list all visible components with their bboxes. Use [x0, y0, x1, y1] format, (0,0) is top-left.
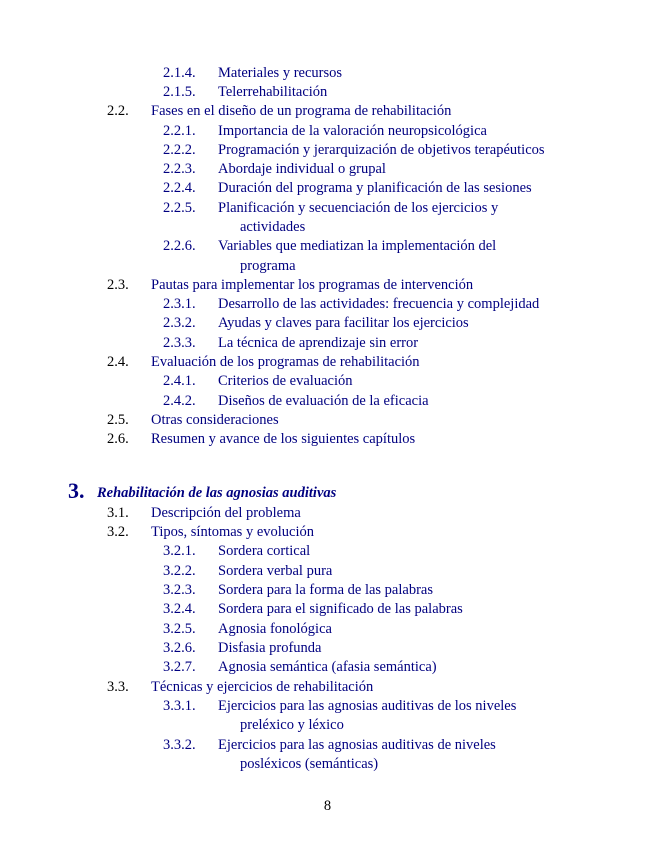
- toc-entry-number: 2.1.5.: [163, 84, 196, 100]
- toc-entry-continuation: posléxicos (semánticas): [240, 756, 379, 772]
- toc-entry-continuation: programa: [240, 258, 296, 274]
- toc-entry-title: Sordera para la forma de las palabras: [218, 582, 433, 598]
- toc-entry-title: Ejercicios para las agnosias auditivas de niveles: [218, 737, 496, 753]
- toc-entry-title: Sordera verbal pura: [218, 563, 333, 579]
- toc-entry-number: 2.3.3.: [163, 335, 196, 351]
- toc-entry-number: 2.3.2.: [163, 315, 196, 331]
- toc-entry-number: 2.4.: [107, 354, 129, 370]
- toc-entry-title: Fases en el diseño de un programa de rehabilitación: [151, 103, 452, 119]
- toc-entry-title: Abordaje individual o grupal: [218, 161, 386, 177]
- toc-entry-title: Sordera para el significado de las palabras: [218, 601, 463, 617]
- toc-entry-number: 2.5.: [107, 412, 129, 428]
- toc-entry-title: Diseños de evaluación de la eficacia: [218, 393, 429, 409]
- toc-entry-number: 3.3.1.: [163, 698, 196, 714]
- toc-entry-number: 3.2.5.: [163, 621, 196, 637]
- toc-entry-number: 2.2.: [107, 103, 129, 119]
- page-number: 8: [323, 798, 332, 814]
- toc-entry-number: 2.4.1.: [163, 373, 196, 389]
- toc-entry-number: 2.2.4.: [163, 180, 196, 196]
- toc-entry-title: Pautas para implementar los programas de intervención: [151, 277, 474, 293]
- toc-entry-number: 2.4.2.: [163, 393, 196, 409]
- toc-entry-number: 3.3.2.: [163, 737, 196, 753]
- toc-entry-number: 2.2.1.: [163, 123, 196, 139]
- toc-entry-title: Técnicas y ejercicios de rehabilitación: [151, 679, 374, 695]
- toc-entry-number: 2.6.: [107, 431, 129, 447]
- chapter-number: 3.: [68, 478, 85, 503]
- toc-entry-title: Planificación y secuenciación de los ejercicios y: [218, 200, 499, 216]
- toc-entry-title: Disfasia profunda: [218, 640, 322, 656]
- toc-entry-title: Desarrollo de las actividades: frecuencia y complejidad: [218, 296, 540, 312]
- toc-entry-title: Agnosia semántica (afasia semántica): [218, 659, 437, 675]
- toc-entry-title: Importancia de la valoración neuropsicológica: [218, 123, 487, 139]
- toc-entry-number: 3.3.: [107, 679, 129, 695]
- toc-entry-title: Duración del programa y planificación de las sesiones: [218, 180, 532, 196]
- toc-entry-title: Criterios de evaluación: [218, 373, 353, 389]
- toc-entry-number: 2.1.4.: [163, 65, 196, 81]
- toc-entry-number: 3.2.6.: [163, 640, 196, 656]
- toc-entry-number: 2.2.6.: [163, 238, 196, 254]
- toc-entry-title: Evaluación de los programas de rehabilitación: [151, 354, 420, 370]
- toc-entry-number: 2.2.2.: [163, 142, 196, 158]
- toc-entry-continuation: actividades: [240, 219, 306, 235]
- toc-entry-title: Tipos, síntomas y evolución: [151, 524, 315, 540]
- toc-entry-number: 3.2.: [107, 524, 129, 540]
- toc-entry-number: 3.1.: [107, 505, 129, 521]
- toc-entry-title: Programación y jerarquización de objetivos terapéuticos: [218, 142, 545, 158]
- toc-entry-title: Materiales y recursos: [218, 65, 343, 81]
- toc-entry-number: 2.2.3.: [163, 161, 196, 177]
- toc-entry-number: 2.2.5.: [163, 200, 196, 216]
- toc-entry-number: 2.3.1.: [163, 296, 196, 312]
- toc-entry-title: Otras consideraciones: [151, 412, 279, 428]
- toc-entry-number: 2.3.: [107, 277, 129, 293]
- toc-entry-continuation: preléxico y léxico: [240, 717, 344, 733]
- toc-entry-number: 3.2.4.: [163, 601, 196, 617]
- toc-entry-title: Ejercicios para las agnosias auditivas de los niveles: [218, 698, 517, 714]
- toc-entry-number: 3.2.2.: [163, 563, 196, 579]
- toc-entry-title: Resumen y avance de los siguientes capítulos: [151, 431, 416, 447]
- toc-entry-title: La técnica de aprendizaje sin error: [218, 335, 419, 351]
- toc-entry-title: Sordera cortical: [218, 543, 311, 559]
- toc-entry-title: Variables que mediatizan la implementación del: [218, 238, 497, 254]
- toc-entry-title: Descripción del problema: [151, 505, 301, 521]
- toc-entry-number: 3.2.7.: [163, 659, 196, 675]
- toc-entry-title: Ayudas y claves para facilitar los ejercicios: [218, 315, 469, 331]
- toc-entry-number: 3.2.3.: [163, 582, 196, 598]
- toc-entry-number: 3.2.1.: [163, 543, 196, 559]
- chapter-title[interactable]: Rehabilitación de las agnosias auditivas: [97, 485, 337, 501]
- toc-entry-title: Agnosia fonológica: [218, 621, 332, 637]
- toc-entry-title: Telerrehabilitación: [218, 84, 328, 100]
